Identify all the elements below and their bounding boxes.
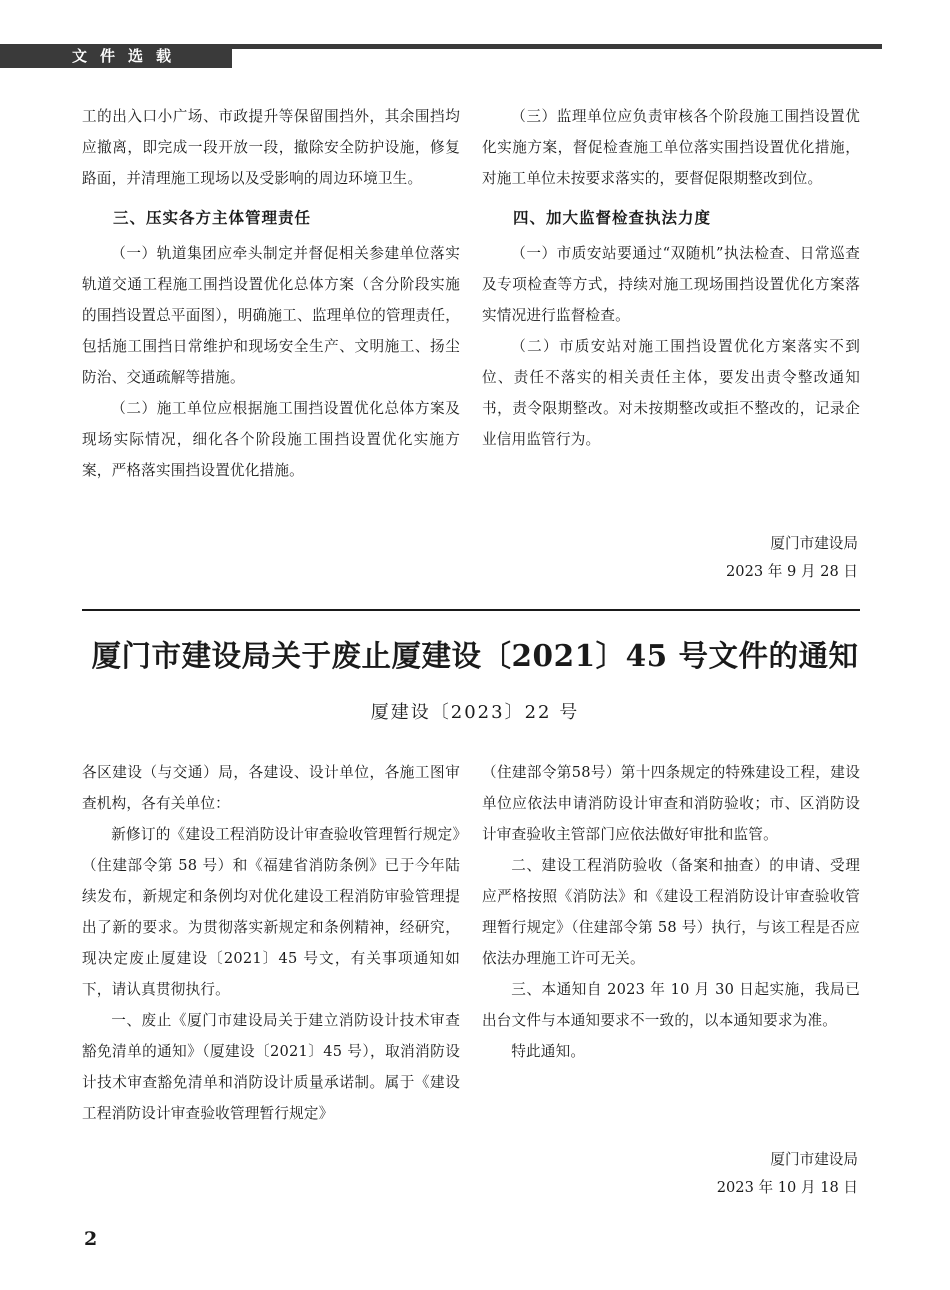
header-rule xyxy=(232,44,882,49)
notice-para-2: 一、废止《厦门市建设局关于建立消防设计技术审查豁免清单的通知》（厦建设〔2021〕45 号），取消消防设计技术审查豁免清单和消防设计质量承诺制。属于《建设工程消防设计审查验收管理暂行规定》 xyxy=(82,1012,460,1122)
page-number: 2 xyxy=(84,1228,98,1250)
top-right-item-3: （三）监理单位应负责审核各个阶段施工围挡设置优化实施方案，督促检查施工单位落实围挡设置优化措施，对施工单位未按要求落实的，要督促限期整改到位。 xyxy=(482,108,860,187)
notice-para-3: 二、建设工程消防验收（备案和抽查）的申请、受理应严格按照《消防法》和《建设工程消防设计审查验收管理暂行规定》（住建部令第 58 号）执行，与该工程是否应依法办理施工许可无关。 xyxy=(482,857,860,967)
signature-date: 2023 年 10 月 18 日 xyxy=(716,1179,858,1196)
top-left-item-2: （二）施工单位应根据施工围挡设置优化总体方案及现场实际情况，细化各个阶段施工围挡设置优化实施方案，严格落实围挡设置优化措施。 xyxy=(82,400,460,479)
top-left-para-cont: 工的出入口小广场、市政提升等保留围挡外，其余围挡均应撤离，即完成一段开放一段，撤除安全防护设施，修复路面，并清理施工现场以及受影响的周边环境卫生。 xyxy=(82,108,460,187)
section-heading-3: 三、压实各方主体管理责任 xyxy=(113,209,312,227)
signature-org: 厦门市建设局 xyxy=(770,1151,858,1168)
signature-date: 2023 年 9 月 28 日 xyxy=(726,563,858,580)
article-separator xyxy=(82,609,860,611)
notice-title: 厦门市建设局关于废止厦建设〔2021〕45 号文件的通知 xyxy=(91,638,859,673)
notice-para-4: 三、本通知自 2023 年 10 月 30 日起实施，我局已出台文件与本通知要求不一致的，以本通知要求为准。 xyxy=(482,981,860,1029)
top-right-item-2: （二）市质安站对施工围挡设置优化方案落实不到位、责任不落实的相关责任主体，要发出责令整改通知书，责令限期整改。对未按期整改或拒不整改的，记录企业信用监管行为。 xyxy=(482,338,860,448)
section-header-tab: 文件选载 xyxy=(0,44,232,68)
top-left-item-1: （一）轨道集团应牵头制定并督促相关参建单位落实轨道交通工程施工围挡设置优化总体方案（含分阶段实施的围挡设置总平面图），明确施工、监理单位的管理责任，包括施工围挡日常维护和现场安全生产、文明施工、扬尘防治、交通疏解等措施。 xyxy=(82,245,460,386)
top-left-column xyxy=(82,101,460,486)
notice-para-cont: （住建部令第58号）第十四条规定的特殊建设工程，建设单位应依法申请消防设计审查和消防验收；市、区消防设计审查验收主管部门应依法做好审批和监管。 xyxy=(482,764,860,843)
section-heading-4: 四、加大监督检查执法力度 xyxy=(513,209,712,227)
top-right-item-1: （一）市质安站要通过“双随机”执法检查、日常巡查及专项检查等方式，持续对施工现场围挡设置优化方案落实情况进行监督检查。 xyxy=(482,245,860,324)
signature-org: 厦门市建设局 xyxy=(770,535,858,552)
top-right-column xyxy=(482,101,860,455)
top-signature xyxy=(726,530,858,586)
notice-salutation: 各区建设（与交通）局，各建设、设计单位，各施工图审查机构，各有关单位： xyxy=(82,764,460,812)
notice-right-column xyxy=(482,757,860,1067)
notice-left-column xyxy=(82,757,460,1129)
notice-closing: 特此通知。 xyxy=(511,1043,586,1060)
notice-doc-number: 厦建设〔2023〕22 号 xyxy=(370,702,580,723)
notice-para-1: 新修订的《建设工程消防设计审查验收管理暂行规定》（住建部令第 58 号）和《福建省消防条例》已于今年陆续发布，新规定和条例均对优化建设工程消防审验管理提出了新的要求。为贯彻落实新规定和条例精神，经研究，现决定废止厦建设〔2021〕45 号文，有关事项通知如下，请认真贯彻执行。 xyxy=(82,826,460,998)
notice-signature xyxy=(717,1146,858,1202)
